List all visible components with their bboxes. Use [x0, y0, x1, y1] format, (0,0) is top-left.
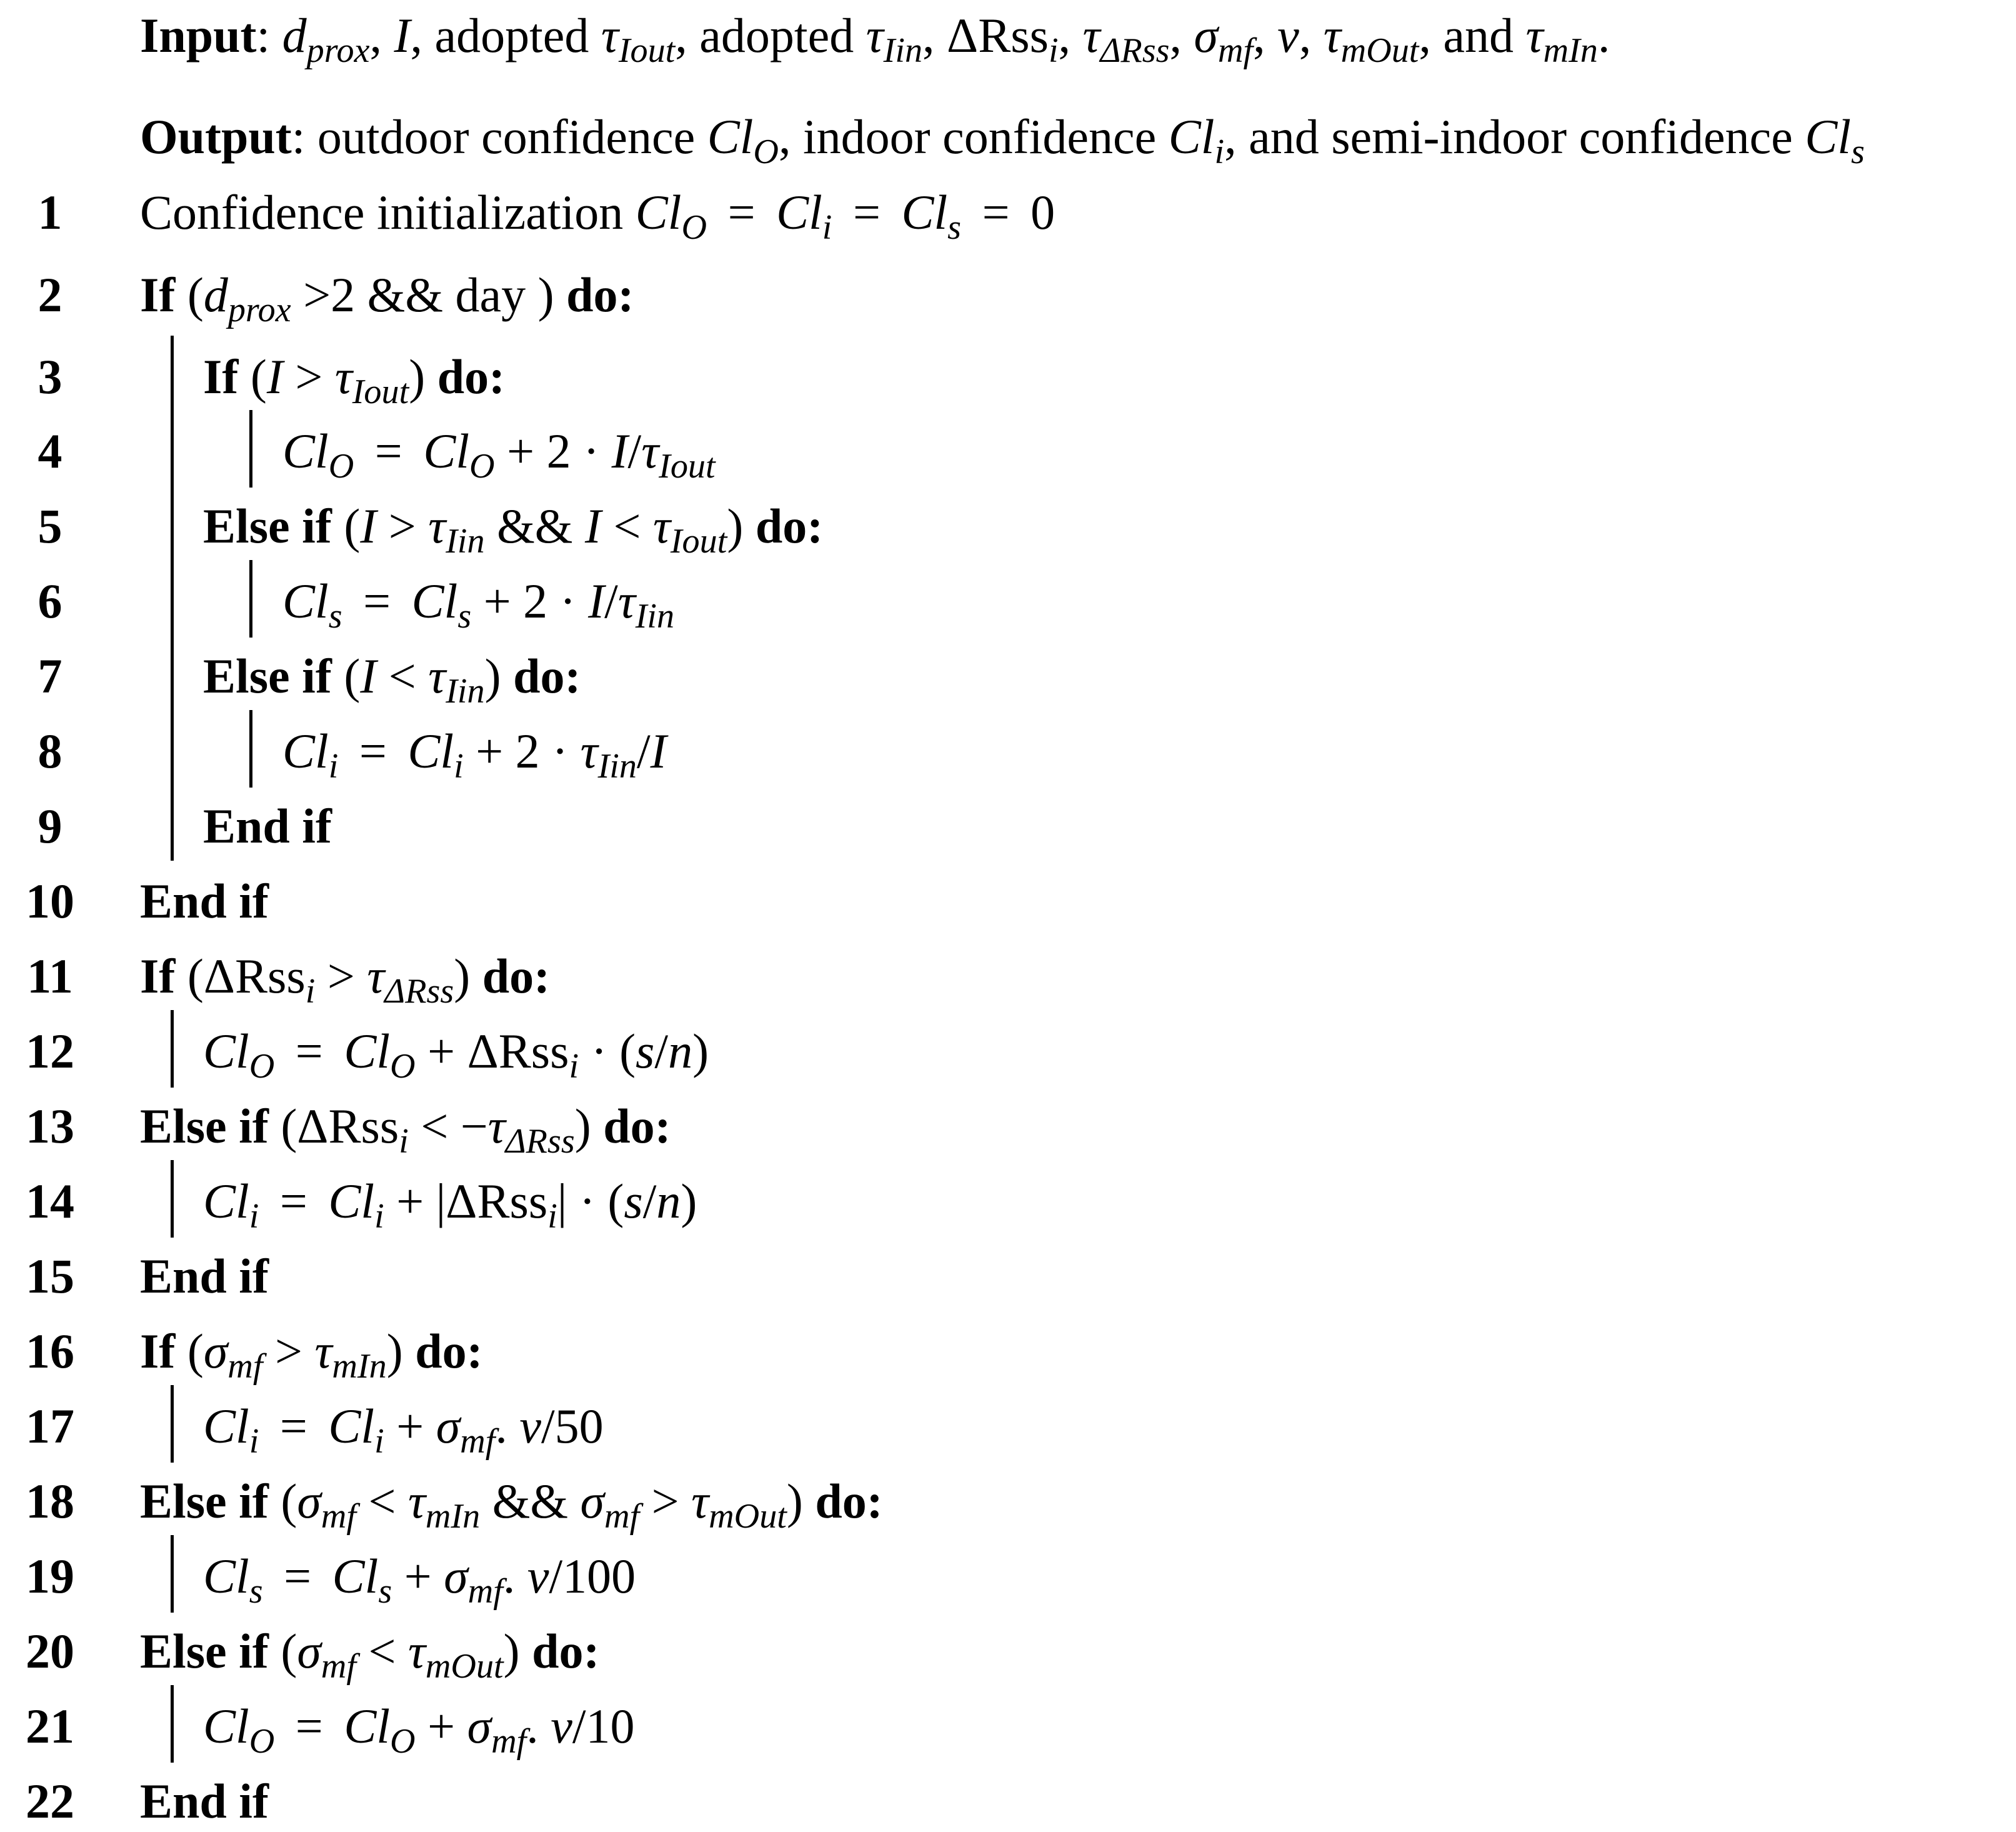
math-symbol: τ: [428, 649, 446, 703]
text-run: , and semi-indoor confidence: [1224, 109, 1805, 164]
subscript: i: [822, 208, 832, 247]
if-day-block-bar: [171, 336, 174, 861]
subscript: s: [378, 1571, 392, 1611]
math-symbol: I: [588, 574, 605, 628]
text-run: ,: [1299, 8, 1324, 63]
math-symbol: Cl: [635, 185, 682, 239]
math-symbol: τ: [652, 499, 671, 553]
keyword: End if: [140, 874, 269, 928]
math-symbol: d: [282, 8, 307, 63]
math-symbol: I: [584, 499, 601, 553]
text-run: ,: [1169, 8, 1194, 63]
subscript: O: [469, 446, 495, 486]
subscript: prox: [306, 31, 370, 70]
math-symbol: s: [624, 1174, 643, 1228]
line-number: 1: [37, 185, 62, 239]
math-symbol: τ: [580, 724, 598, 778]
text-run: =: [267, 1399, 320, 1453]
math-symbol: τ: [334, 349, 352, 404]
keyword: If: [203, 349, 239, 404]
text-run: =: [351, 574, 403, 628]
subscript: O: [249, 1046, 275, 1086]
text-run: | · (: [557, 1174, 624, 1228]
subscript: mOut: [425, 1646, 504, 1686]
line-number: 9: [37, 799, 62, 853]
line-number: 12: [26, 1024, 74, 1078]
keyword: do:: [482, 949, 551, 1003]
keyword: Else if: [140, 1474, 269, 1528]
text-run: (: [331, 499, 361, 553]
subscript: O: [390, 1721, 416, 1761]
subscript: mIn: [425, 1496, 481, 1536]
text-run: (ΔRss: [175, 949, 306, 1003]
block-indent-bar: [249, 710, 252, 788]
subscript: Iout: [659, 446, 716, 486]
keyword: End if: [140, 1774, 269, 1828]
subscript: s: [457, 596, 472, 636]
subscript: mOut: [1340, 31, 1419, 70]
math-symbol: Cl: [203, 1174, 249, 1228]
line-content: [203, 1399, 604, 1461]
subscript: O: [681, 208, 707, 247]
math-symbol: Cl: [344, 1699, 391, 1753]
line-content: [140, 185, 1055, 247]
line-number: 22: [26, 1774, 74, 1828]
subscript: mf: [491, 1721, 527, 1761]
text-run: /: [636, 724, 651, 778]
line-number: 7: [37, 649, 62, 703]
math-symbol: τ: [487, 1099, 506, 1153]
text-run: ): [409, 349, 437, 404]
block-indent-bar: [249, 560, 252, 638]
math-symbol: σ: [203, 1324, 228, 1378]
math-symbol: d: [203, 268, 228, 322]
text-run: /100: [549, 1549, 636, 1603]
text-run: >: [639, 1474, 692, 1528]
text-run: >: [315, 949, 367, 1003]
block-indent-bar: [171, 1685, 174, 1763]
subscript: i: [374, 1196, 384, 1236]
subscript: mIn: [332, 1346, 387, 1386]
subscript: s: [947, 208, 962, 247]
text-run: , ΔRss: [922, 8, 1049, 63]
math-symbol: n: [668, 1024, 693, 1078]
text-run: =: [970, 185, 1022, 239]
line-content: [282, 424, 716, 486]
text-run: &&: [480, 1474, 581, 1528]
keyword: do:: [415, 1324, 483, 1378]
text-run: ): [786, 1474, 816, 1528]
math-symbol: I: [360, 499, 377, 553]
keyword: Output: [140, 109, 292, 164]
subscript: mf: [321, 1496, 356, 1536]
math-symbol: τ: [1525, 8, 1544, 63]
math-symbol: σ: [444, 1549, 468, 1603]
text-run: .: [526, 1699, 551, 1753]
subscript: mf: [460, 1421, 496, 1461]
subscript: mf: [467, 1571, 503, 1611]
subscript: Iin: [883, 31, 923, 70]
line-number: 13: [26, 1099, 74, 1153]
text-run: =: [283, 1024, 336, 1078]
subscript: i: [1048, 31, 1059, 70]
text-run: (: [331, 649, 361, 703]
text-run: 0: [1030, 185, 1055, 239]
math-symbol: I: [266, 349, 283, 404]
line-content: [140, 1324, 483, 1386]
text-run: , indoor confidence: [778, 109, 1169, 164]
subscript: mf: [604, 1496, 640, 1536]
text-run: <: [601, 499, 653, 553]
text-run: ): [727, 499, 756, 553]
text-run: =: [362, 424, 415, 478]
math-symbol: Cl: [282, 424, 329, 478]
keyword: If: [140, 1324, 176, 1378]
text-run: /: [642, 1174, 657, 1228]
text-run: ): [692, 1024, 709, 1078]
math-symbol: Cl: [328, 1399, 375, 1453]
keyword: do:: [513, 649, 581, 703]
math-symbol: v: [527, 1549, 549, 1603]
text-run: <: [356, 1474, 408, 1528]
subscript: ΔRss: [384, 971, 454, 1011]
text-run: .: [502, 1549, 527, 1603]
subscript: Iin: [597, 746, 637, 786]
math-symbol: τ: [1082, 8, 1100, 63]
keyword: do:: [603, 1099, 671, 1153]
line-content: [203, 799, 332, 853]
line-number: 5: [37, 499, 62, 553]
math-symbol: Cl: [282, 574, 329, 628]
text-run: <: [356, 1624, 408, 1678]
text-run: ): [454, 949, 482, 1003]
line-content: [282, 724, 667, 786]
math-symbol: Cl: [203, 1549, 249, 1603]
subscript: i: [454, 746, 464, 786]
math-symbol: Cl: [707, 109, 754, 164]
line-number: 21: [26, 1699, 74, 1753]
text-run: ,: [369, 8, 394, 63]
text-run: , and: [1419, 8, 1526, 63]
math-symbol: τ: [367, 949, 385, 1003]
subscript: s: [249, 1571, 263, 1611]
math-symbol: σ: [436, 1399, 461, 1453]
subscript: Iin: [446, 671, 485, 711]
math-symbol: v: [519, 1399, 541, 1453]
text-run: (: [238, 349, 267, 404]
line-number: 6: [37, 574, 62, 628]
text-run: ,: [1253, 8, 1278, 63]
line-number: 15: [26, 1249, 74, 1303]
math-symbol: τ: [407, 1474, 426, 1528]
line-content: [203, 349, 506, 411]
subscript: O: [249, 1721, 275, 1761]
math-symbol: I: [611, 424, 628, 478]
text-run: >2 && day ): [291, 268, 567, 322]
text-run: : outdoor confidence: [291, 109, 707, 164]
block-indent-bar: [171, 1535, 174, 1613]
line-number: 8: [37, 724, 62, 778]
text-run: (: [175, 1324, 204, 1378]
math-symbol: Cl: [407, 724, 454, 778]
subscript: Iin: [635, 596, 675, 636]
text-run: + 2 ·: [471, 574, 589, 628]
subscript: mf: [1217, 31, 1254, 70]
text-run: /50: [541, 1399, 604, 1453]
math-symbol: I: [394, 8, 411, 63]
line-number: 2: [37, 268, 62, 322]
subscript: mOut: [709, 1496, 787, 1536]
math-symbol: Cl: [901, 185, 948, 239]
keyword: Else if: [140, 1624, 269, 1678]
math-symbol: τ: [314, 1324, 332, 1378]
math-symbol: σ: [297, 1474, 321, 1528]
line-content: [140, 1099, 671, 1161]
text-run: < −: [408, 1099, 488, 1153]
subscript: mf: [227, 1346, 263, 1386]
block-indent-bar: [171, 1010, 174, 1088]
subscript: Iout: [618, 31, 676, 70]
text-run: ): [386, 1324, 416, 1378]
subscript: i: [399, 1121, 409, 1161]
subscript: O: [390, 1046, 416, 1086]
text-run: ): [574, 1099, 604, 1153]
math-symbol: τ: [691, 1474, 709, 1528]
math-symbol: v: [1277, 8, 1299, 63]
math-symbol: I: [650, 724, 667, 778]
line-number: 16: [26, 1324, 74, 1378]
text-run: (: [175, 268, 204, 322]
math-symbol: Cl: [423, 424, 470, 478]
keyword: If: [140, 268, 176, 322]
text-run: =: [716, 185, 768, 239]
block-indent-bar: [171, 1385, 174, 1463]
keyword: do:: [437, 349, 506, 404]
input-text: [140, 8, 1610, 70]
line-number: 14: [26, 1174, 74, 1228]
text-run: (ΔRss: [268, 1099, 399, 1153]
math-symbol: Cl: [203, 1399, 249, 1453]
math-symbol: v: [551, 1699, 572, 1753]
output-text: [140, 109, 1865, 171]
text-run: + ΔRss: [415, 1024, 569, 1078]
subscript: i: [328, 746, 339, 786]
text-run: ): [484, 649, 514, 703]
math-symbol: τ: [866, 8, 884, 63]
line-number: 11: [27, 949, 73, 1003]
text-run: (: [268, 1474, 297, 1528]
keyword: do:: [815, 1474, 883, 1528]
keyword: do:: [755, 499, 824, 553]
keyword: End if: [140, 1249, 269, 1303]
line-content: [203, 1024, 709, 1086]
text-run: + |ΔRss: [384, 1174, 548, 1228]
keyword: do:: [532, 1624, 600, 1678]
keyword: Else if: [140, 1099, 269, 1153]
text-run: <: [376, 649, 429, 703]
text-run: /: [627, 424, 642, 478]
math-symbol: s: [636, 1024, 655, 1078]
text-run: ): [503, 1624, 532, 1678]
line-content: [140, 874, 269, 928]
math-symbol: σ: [1194, 8, 1218, 63]
line-number: 3: [37, 349, 62, 404]
line-content: [140, 1624, 600, 1686]
text-run: >: [376, 499, 429, 553]
text-run: >: [282, 349, 335, 404]
keyword: If: [140, 949, 176, 1003]
text-run: ,: [1058, 8, 1083, 63]
line-number: 4: [37, 424, 62, 478]
line-content: [140, 1474, 883, 1536]
math-symbol: τ: [428, 499, 446, 553]
math-symbol: I: [360, 649, 377, 703]
line-content: [203, 1699, 635, 1761]
text-run: .: [1597, 8, 1610, 63]
text-run: >: [262, 1324, 315, 1378]
subscript: ΔRss: [505, 1121, 575, 1161]
line-content: [140, 1774, 269, 1828]
line-content: [140, 949, 551, 1011]
keyword: Input: [140, 8, 257, 63]
math-symbol: Cl: [328, 1174, 375, 1228]
subscript: i: [374, 1421, 384, 1461]
text-run: + 2 ·: [494, 424, 612, 478]
math-symbol: Cl: [282, 724, 329, 778]
subscript: i: [569, 1046, 579, 1086]
text-run: /: [654, 1024, 669, 1078]
line-number: 10: [26, 874, 74, 928]
line-content: [203, 649, 581, 711]
text-run: +: [392, 1549, 444, 1603]
subscript: Iin: [446, 521, 485, 561]
text-run: =: [267, 1174, 320, 1228]
math-symbol: n: [656, 1174, 681, 1228]
subscript: s: [1850, 132, 1865, 171]
math-symbol: τ: [407, 1624, 426, 1678]
text-run: , adopted: [410, 8, 601, 63]
text-run: · (: [579, 1024, 636, 1078]
math-symbol: τ: [617, 574, 636, 628]
keyword: do:: [566, 268, 634, 322]
subscript: O: [328, 446, 354, 486]
subscript: mIn: [1543, 31, 1598, 70]
text-run: &&: [484, 499, 585, 553]
math-symbol: τ: [601, 8, 619, 63]
text-run: Confidence initialization: [140, 185, 636, 239]
line-number: 19: [26, 1549, 74, 1603]
text-run: =: [283, 1699, 336, 1753]
block-indent-bar: [171, 1160, 174, 1238]
text-run: =: [841, 185, 893, 239]
subscript: i: [547, 1196, 557, 1236]
math-symbol: Cl: [203, 1699, 249, 1753]
line-content: [140, 268, 634, 329]
line-content: [203, 1174, 697, 1236]
keyword: Else if: [203, 499, 332, 553]
line-content: [282, 574, 675, 636]
line-number: 17: [26, 1399, 74, 1453]
subscript: i: [1214, 132, 1225, 171]
subscript: i: [249, 1196, 259, 1236]
math-symbol: σ: [467, 1699, 492, 1753]
math-symbol: τ: [641, 424, 659, 478]
math-symbol: Cl: [203, 1024, 249, 1078]
subscript: i: [305, 971, 316, 1011]
line-number: 18: [26, 1474, 74, 1528]
block-indent-bar: [249, 410, 252, 488]
text-run: , adopted: [675, 8, 866, 63]
line-content: [140, 1249, 269, 1303]
subscript: O: [753, 132, 779, 171]
text-run: .: [495, 1399, 520, 1453]
math-symbol: Cl: [332, 1549, 379, 1603]
subscript: s: [328, 596, 342, 636]
text-run: ): [681, 1174, 697, 1228]
subscript: i: [249, 1421, 259, 1461]
text-run: /: [604, 574, 618, 628]
math-symbol: Cl: [344, 1024, 391, 1078]
text-run: /10: [572, 1699, 635, 1753]
subscript: Iout: [352, 372, 409, 411]
math-symbol: σ: [297, 1624, 321, 1678]
math-symbol: Cl: [776, 185, 822, 239]
line-content: [203, 1549, 636, 1611]
math-symbol: Cl: [1805, 109, 1851, 164]
keyword: End if: [203, 799, 332, 853]
subscript: mf: [321, 1646, 356, 1686]
text-run: +: [384, 1399, 436, 1453]
math-symbol: Cl: [1168, 109, 1215, 164]
text-run: (: [268, 1624, 297, 1678]
line-number: 20: [26, 1624, 74, 1678]
math-symbol: τ: [1323, 8, 1341, 63]
text-run: + 2 ·: [463, 724, 581, 778]
text-run: =: [347, 724, 399, 778]
subscript: ΔRss: [1100, 31, 1170, 70]
text-run: +: [415, 1699, 467, 1753]
math-symbol: σ: [580, 1474, 605, 1528]
line-content: [203, 499, 824, 561]
subscript: Iout: [670, 521, 727, 561]
text-run: :: [256, 8, 282, 63]
text-run: =: [271, 1549, 324, 1603]
keyword: Else if: [203, 649, 332, 703]
math-symbol: Cl: [411, 574, 458, 628]
subscript: prox: [227, 290, 291, 329]
